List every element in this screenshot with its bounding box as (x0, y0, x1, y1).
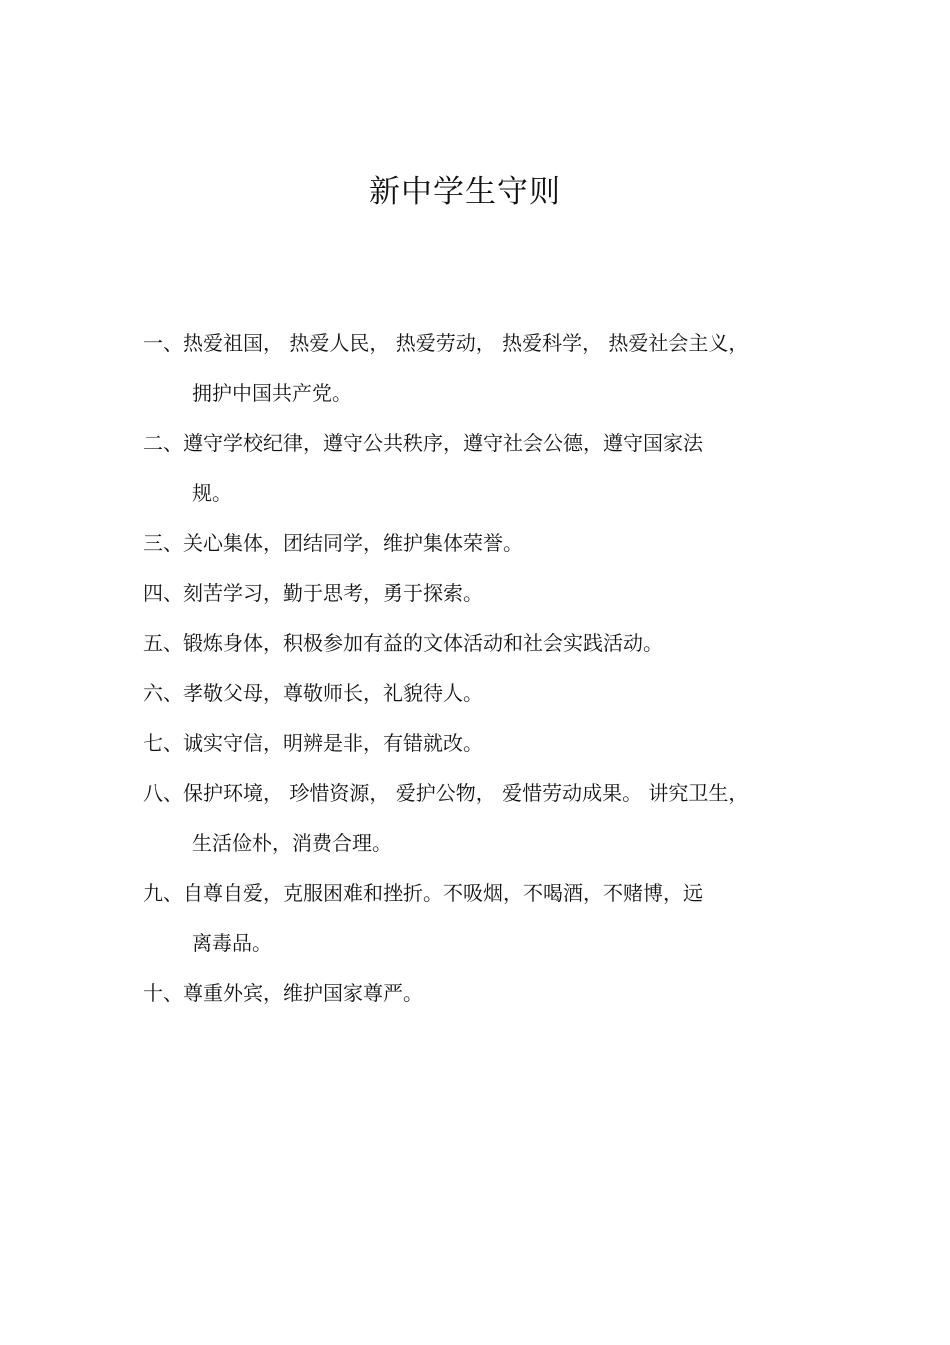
rule-text: 自尊自爱，克服困难和挫折。不吸烟，不喝酒，不赌博，远 (183, 881, 703, 905)
rule-continuation: 离毒品。 (192, 931, 272, 955)
rule-2 (143, 418, 823, 518)
rule-number: 五、 (143, 631, 183, 655)
rule-text: 保护环境， 珍惜资源， 爱护公物， 爱惜劳动成果。 讲究卫生， (183, 781, 749, 805)
rule-line (143, 518, 823, 568)
rule-continuation: 规。 (192, 481, 232, 505)
rule-line (143, 868, 823, 918)
rule-5 (143, 618, 823, 668)
rule-number: 十、 (143, 981, 183, 1005)
rule-text: 诚实守信，明辨是非，有错就改。 (183, 731, 483, 755)
rule-line (143, 318, 823, 368)
document-title: 新中学生守则 (369, 174, 561, 210)
rule-text: 尊重外宾，维护国家尊严。 (183, 981, 423, 1005)
rule-number: 一、 (143, 331, 183, 355)
rule-text: 遵守学校纪律，遵守公共秩序，遵守社会公德，遵守国家法 (183, 431, 703, 455)
rule-number: 四、 (143, 581, 183, 605)
rule-text: 刻苦学习，勤于思考，勇于探索。 (183, 581, 483, 605)
rule-number: 二、 (143, 431, 183, 455)
rule-3 (143, 518, 823, 568)
rule-text: 关心集体，团结同学，维护集体荣誉。 (183, 531, 523, 555)
rule-line (143, 618, 823, 668)
rule-8 (143, 768, 823, 868)
rule-continuation: 生活俭朴，消费合理。 (192, 831, 392, 855)
rule-number: 三、 (143, 531, 183, 555)
rule-text: 锻炼身体，积极参加有益的文体活动和社会实践活动。 (183, 631, 663, 655)
rule-text: 热爱祖国， 热爱人民， 热爱劳动， 热爱科学， 热爱社会主义， (183, 331, 749, 355)
rule-line (143, 968, 823, 1018)
rule-6 (143, 668, 823, 718)
rules-list (143, 318, 823, 1018)
rule-9 (143, 868, 823, 968)
rule-7 (143, 718, 823, 768)
rule-text: 孝敬父母，尊敬师长，礼貌待人。 (183, 681, 483, 705)
rule-line (143, 418, 823, 468)
rule-number: 九、 (143, 881, 183, 905)
rule-line (143, 568, 823, 618)
rule-line (143, 768, 823, 818)
rule-number: 七、 (143, 731, 183, 755)
rule-line (143, 668, 823, 718)
rule-10 (143, 968, 823, 1018)
rule-4 (143, 568, 823, 618)
rule-number: 八、 (143, 781, 183, 805)
rule-line (143, 718, 823, 768)
rule-continuation: 拥护中国共产党。 (192, 381, 352, 405)
rule-1 (143, 318, 823, 418)
rule-number: 六、 (143, 681, 183, 705)
